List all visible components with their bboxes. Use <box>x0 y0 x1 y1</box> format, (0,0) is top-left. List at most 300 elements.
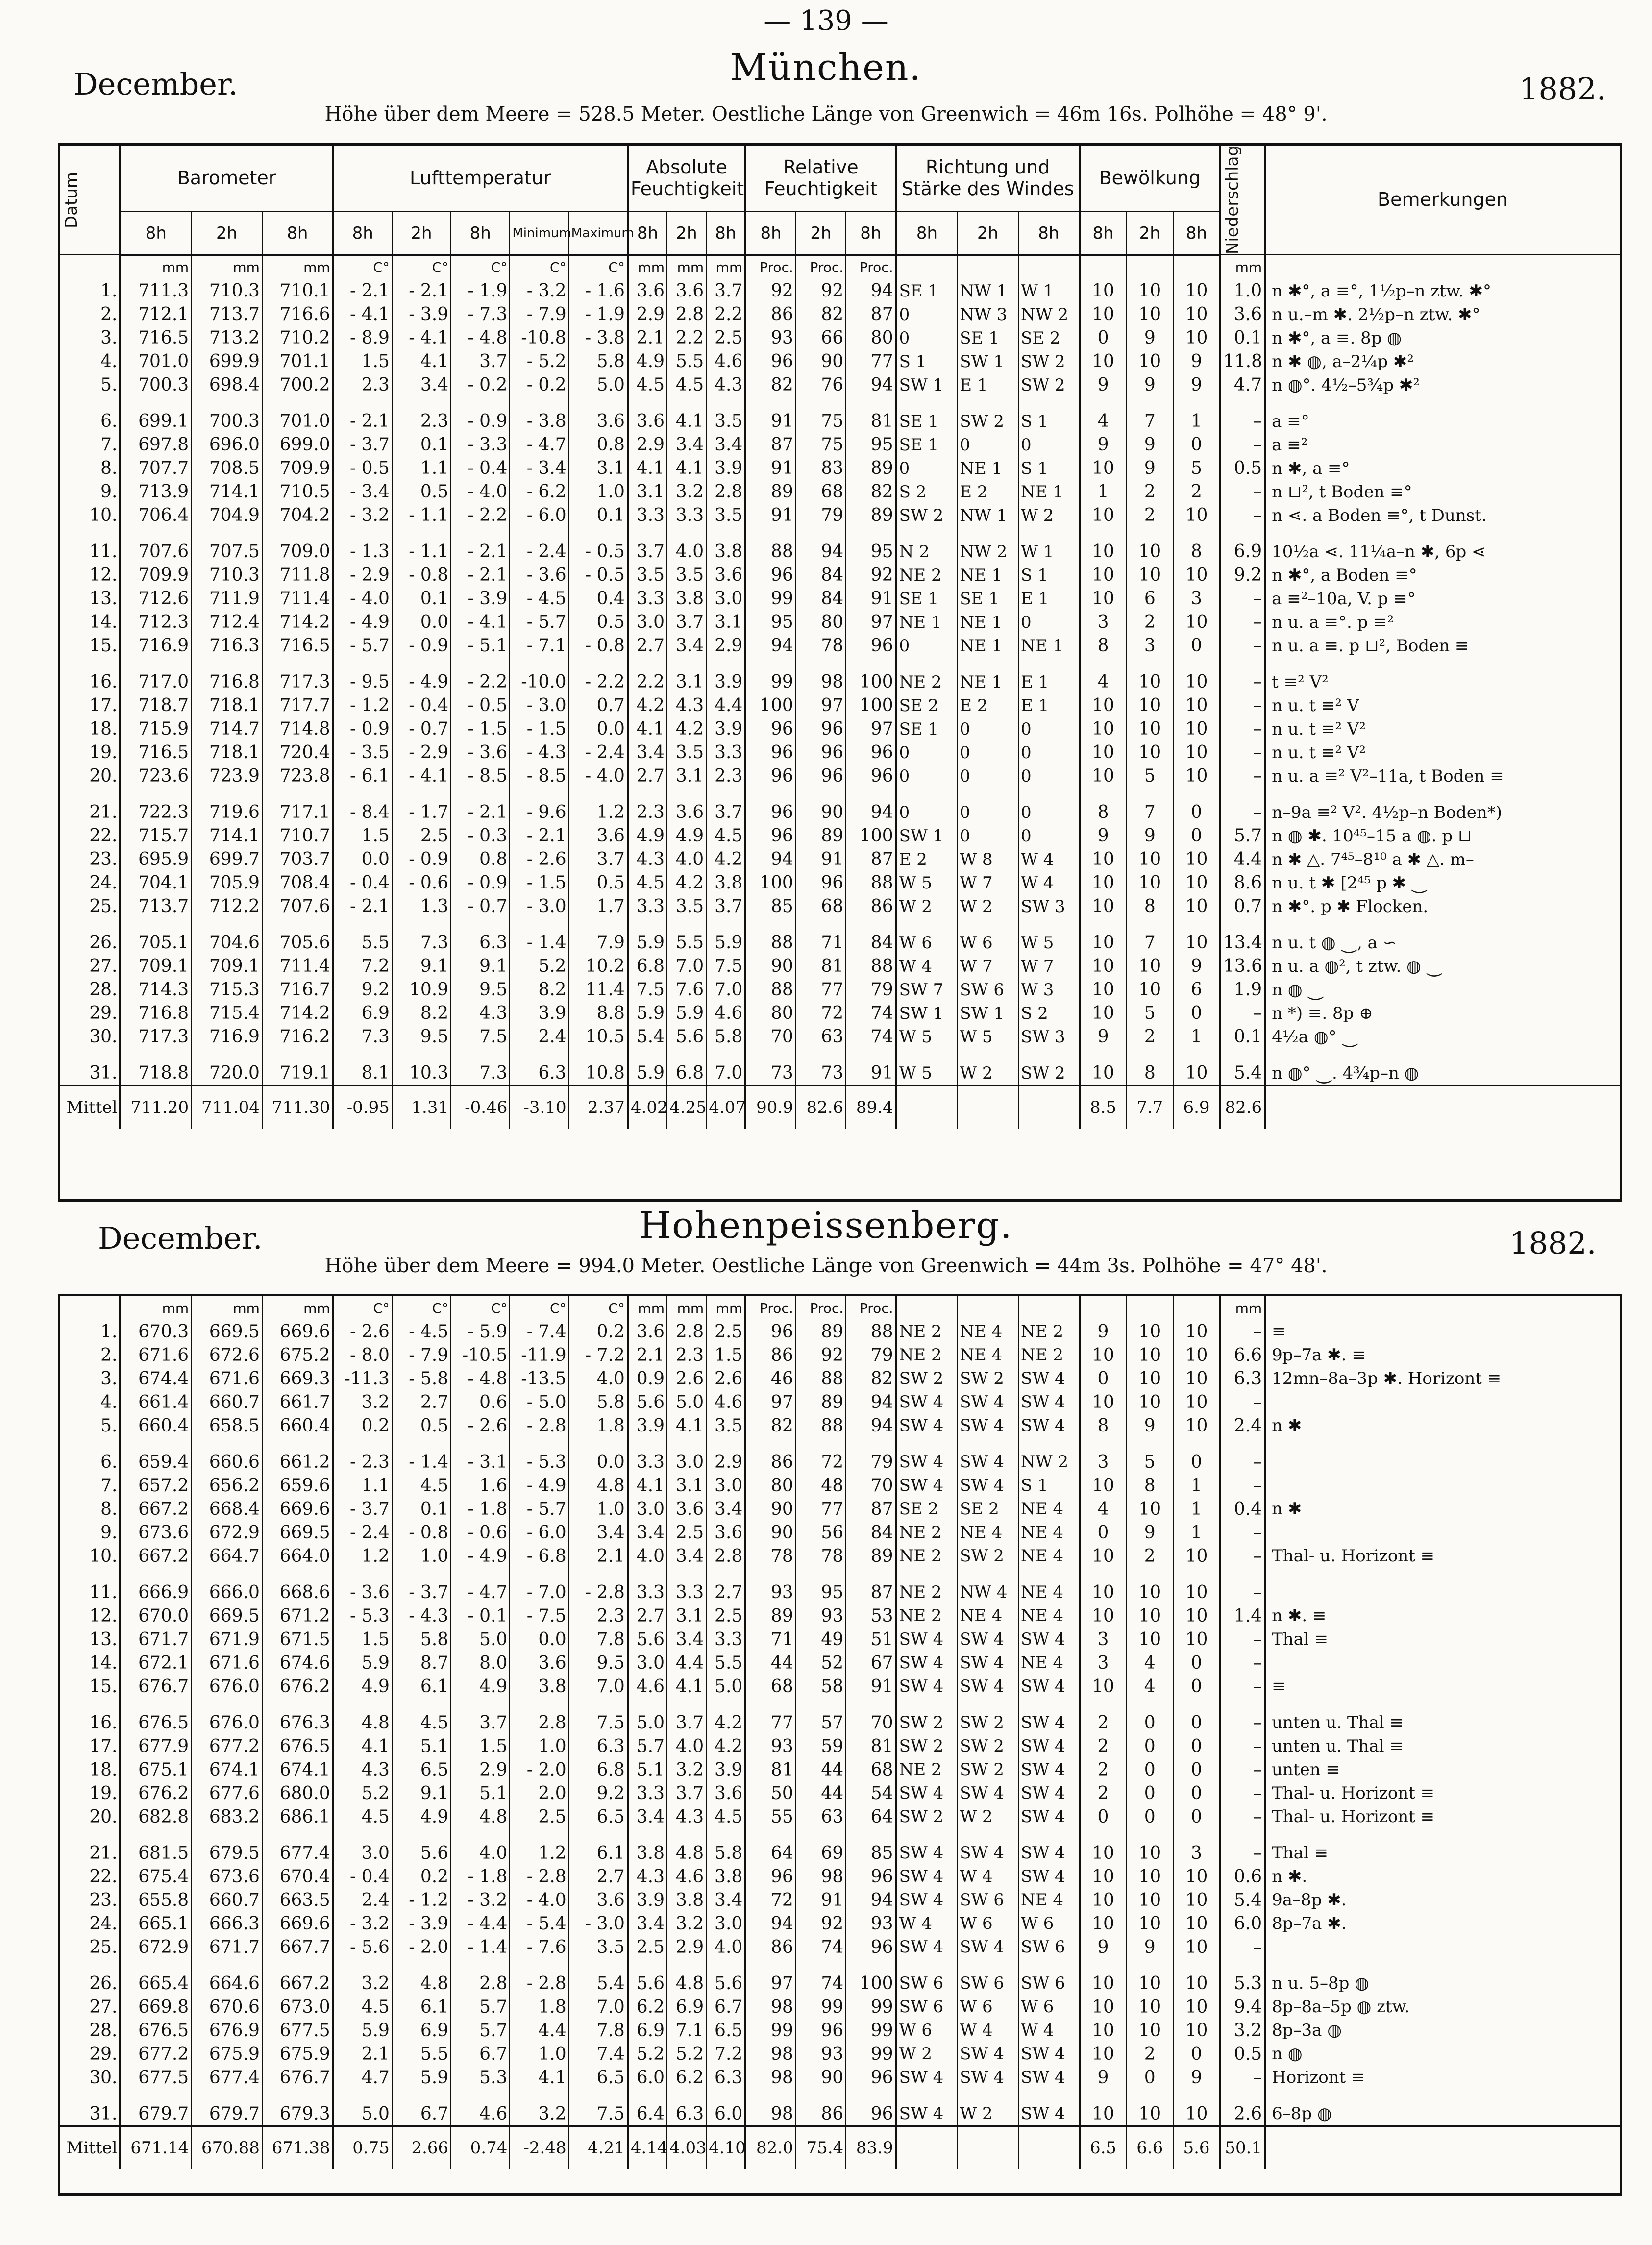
table-cell: - 7.5 <box>510 1604 568 1628</box>
mean-cell <box>957 1085 1018 1129</box>
day-cell: 5. <box>100 1415 118 1436</box>
table-cell: 673.0 <box>262 1995 333 2019</box>
table-cell: 1.5 <box>333 1628 392 1651</box>
table-cell: 5.4 <box>628 1025 667 1049</box>
table-cell: 89 <box>846 504 896 527</box>
table-cell: 663.5 <box>262 1888 333 1912</box>
table-cell: 0 <box>1173 1734 1220 1758</box>
table-cell: 88 <box>745 527 795 564</box>
table-cell: 6.4 <box>628 2089 667 2126</box>
table-cell: SW 6 <box>957 1888 1018 1912</box>
table-cell: NE 2 <box>1018 1320 1080 1343</box>
table-cell: SW 6 <box>957 978 1018 1002</box>
sub-temp-min: Minimum <box>510 212 568 255</box>
table-cell: - 0.9 <box>451 871 510 895</box>
table-cell: - 0.7 <box>451 895 510 918</box>
table-cell: 89 <box>745 480 795 504</box>
table-cell: 0.7 <box>569 694 628 717</box>
table-cell: 94 <box>846 1390 896 1414</box>
units-cell: mm <box>667 1296 706 1320</box>
table-cell: 4.1 <box>667 397 706 433</box>
table-cell: 77 <box>745 1698 795 1734</box>
table-cell: SW 4 <box>1018 1781 1080 1805</box>
table-cell: 0.1 <box>392 1497 451 1521</box>
table-cell: 708.4 <box>262 871 333 895</box>
table-cell: 97 <box>745 1390 795 1414</box>
day-cell: 27. <box>89 1997 118 2017</box>
table-cell: 6.3 <box>569 1734 628 1758</box>
table-cell: 5.2 <box>333 1781 392 1805</box>
day-cell: 23. <box>89 849 118 870</box>
table-cell: 1.0 <box>569 480 628 504</box>
section2-station: Hohenpeissenberg. <box>639 1205 1013 1247</box>
day-cell: 15. <box>89 1676 118 1697</box>
sub-baro-8h-evening: 8h <box>262 212 333 255</box>
mean-cell: 82.0 <box>745 2126 795 2170</box>
table-cell: 96 <box>846 741 896 765</box>
table-cell: 706.4 <box>120 504 191 527</box>
table-cell: 84 <box>846 1521 896 1544</box>
table-cell: 701.0 <box>120 350 191 373</box>
table-cell: 2.5 <box>706 326 745 350</box>
table-cell: 2 <box>1126 480 1173 504</box>
table-cell: 676.0 <box>191 1698 262 1734</box>
table-cell: 96 <box>846 2066 896 2089</box>
table-cell: 658.5 <box>191 1414 262 1437</box>
table-row <box>60 350 1620 373</box>
table-cell: 87 <box>745 433 795 457</box>
table-cell: 6.0 <box>1220 1912 1265 1935</box>
table-cell: - 0.7 <box>392 717 451 741</box>
table-cell: 0 <box>1173 433 1220 457</box>
table-cell: W 4 <box>896 1912 958 1935</box>
table-row <box>60 279 1620 303</box>
table-cell: Thal ≡ <box>1265 1828 1620 1865</box>
table-cell: E 2 <box>957 694 1018 717</box>
table-cell: 0 <box>1018 765 1080 788</box>
table-cell: 86 <box>745 1343 795 1367</box>
section1-year: 1882. <box>1519 71 1606 107</box>
units-cell: C° <box>392 1296 451 1320</box>
table-cell: 88 <box>745 978 795 1002</box>
table-cell: 10 <box>1126 694 1173 717</box>
table-cell: 100 <box>846 694 896 717</box>
table-cell: W 8 <box>957 848 1018 871</box>
table-cell: 670.3 <box>120 1320 191 1343</box>
table-cell: SE 2 <box>896 1497 958 1521</box>
table-cell: NE 4 <box>1018 1544 1080 1568</box>
table-cell: 669.3 <box>262 1367 333 1390</box>
table-cell: 3.2 <box>333 1959 392 1995</box>
table-cell: - 5.2 <box>510 350 568 373</box>
table-cell: W 4 <box>1018 871 1080 895</box>
table-cell: 59 <box>796 1734 846 1758</box>
table-cell: 3.9 <box>628 1888 667 1912</box>
table-cell: 2.8 <box>667 303 706 326</box>
table-cell: 6.3 <box>1220 1367 1265 1390</box>
units-cell <box>1080 1296 1127 1320</box>
table-cell: 0 <box>1018 433 1080 457</box>
table-cell: 10 <box>1173 1049 1220 1086</box>
table-cell: 56 <box>796 1521 846 1544</box>
table-cell: - 6.2 <box>510 480 568 504</box>
table-cell: SW 4 <box>896 1781 958 1805</box>
table-cell: 10 <box>1173 1568 1220 1604</box>
table-cell: 659.6 <box>262 1474 333 1497</box>
table-cell: 3.7 <box>667 1781 706 1805</box>
table-cell: 2 <box>1080 1734 1127 1758</box>
table-cell: 3.1 <box>569 457 628 480</box>
table-cell: 3.0 <box>628 1651 667 1675</box>
table-row <box>60 587 1620 611</box>
table-cell: - 0.3 <box>451 824 510 848</box>
table-row <box>60 634 1620 658</box>
table-cell: 5.6 <box>667 1025 706 1049</box>
table-cell: - 0.8 <box>392 564 451 587</box>
table-cell: 5.7 <box>451 1995 510 2019</box>
table-cell: 86 <box>745 1935 795 1959</box>
table-cell: 94 <box>745 1912 795 1935</box>
table-cell: 5.9 <box>333 1651 392 1675</box>
table-cell: 1.0 <box>510 2042 568 2066</box>
table-cell: SW 2 <box>896 1805 958 1828</box>
table-row <box>60 611 1620 634</box>
table-cell: 5 <box>1173 457 1220 480</box>
table-cell: 4.3 <box>628 848 667 871</box>
table-cell: 51 <box>846 1628 896 1651</box>
table-cell: - 1.1 <box>392 504 451 527</box>
table-cell: 9.4 <box>1220 1995 1265 2019</box>
table-row <box>60 788 1620 824</box>
table-cell: - 4.1 <box>392 326 451 350</box>
table-cell: 677.5 <box>120 2066 191 2089</box>
table-cell: – <box>1220 397 1265 433</box>
table-cell: 10 <box>1173 717 1220 741</box>
table-cell: 3.0 <box>628 611 667 634</box>
table-cell: – <box>1220 717 1265 741</box>
table-cell: - 9.6 <box>510 788 568 824</box>
table-cell: 5.8 <box>706 1828 745 1865</box>
table-cell: 0 <box>1018 824 1080 848</box>
table-cell: 0.0 <box>569 1437 628 1474</box>
table-cell: 97 <box>796 694 846 717</box>
table-cell: 79 <box>846 1343 896 1367</box>
table-cell: 7.2 <box>333 955 392 978</box>
table-cell: 679.3 <box>262 2089 333 2126</box>
table-cell: 99 <box>796 1995 846 2019</box>
table-cell: 10 <box>1080 1390 1127 1414</box>
table-cell: 3.3 <box>667 1568 706 1604</box>
table-cell: 707.6 <box>120 527 191 564</box>
table-cell: 90 <box>745 1497 795 1521</box>
table-cell: 3.4 <box>392 373 451 397</box>
table-cell: 3.0 <box>706 1912 745 1935</box>
table-cell: 0 <box>1173 1698 1220 1734</box>
units-cell <box>896 1296 958 1320</box>
table-cell: 96 <box>796 765 846 788</box>
table-cell: 79 <box>796 504 846 527</box>
table-row <box>60 1367 1620 1390</box>
table-cell: 7 <box>1126 918 1173 955</box>
table-cell: – <box>1220 1474 1265 1497</box>
table-cell: 10 <box>1126 1604 1173 1628</box>
table-cell: - 3.8 <box>510 397 568 433</box>
table-cell: 3.4 <box>667 634 706 658</box>
day-cell: 19. <box>89 742 118 763</box>
table-cell: 661.7 <box>262 1390 333 1414</box>
day-cell: 9. <box>100 1522 118 1543</box>
table-cell: 6.7 <box>706 1995 745 2019</box>
table-cell: 10 <box>1080 1474 1127 1497</box>
day-cell: 2. <box>100 1345 118 1365</box>
table-cell: 714.2 <box>262 1002 333 1025</box>
table-cell: 7.9 <box>569 918 628 955</box>
table-row <box>60 1995 1620 2019</box>
mean-cell <box>1265 1085 1620 1129</box>
table-cell: - 2.1 <box>333 279 392 303</box>
table-cell: 44 <box>796 1781 846 1805</box>
table-cell: - 3.9 <box>392 303 451 326</box>
table-row <box>60 1343 1620 1367</box>
table-cell: 0 <box>1126 2066 1173 2089</box>
table-cell: n u. a ≡² V²–11a, t Boden ≡ <box>1265 765 1620 788</box>
table-cell: S 1 <box>1018 564 1080 587</box>
table-cell: – <box>1220 1568 1265 1604</box>
table-row <box>60 2089 1620 2126</box>
table-cell: 1.2 <box>569 788 628 824</box>
table-cell: – <box>1220 1935 1265 1959</box>
mean-cell: 671.14 <box>120 2126 191 2170</box>
table-cell: 10 <box>1126 1995 1173 2019</box>
table-cell: 8.8 <box>569 1002 628 1025</box>
table-row <box>60 1521 1620 1544</box>
table-cell: 1.4 <box>1220 1604 1265 1628</box>
table-cell: 3.4 <box>628 1912 667 1935</box>
table-cell: - 3.7 <box>392 1568 451 1604</box>
table-cell: - 1.4 <box>392 1437 451 1474</box>
table-cell: n ⋖. a Boden ≡°, t Dunst. <box>1265 504 1620 527</box>
table-cell: 4 <box>1126 1651 1173 1675</box>
table-cell: 10 <box>1080 1959 1127 1995</box>
table-cell: 669.6 <box>262 1320 333 1343</box>
table-cell: SW 2 <box>896 1367 958 1390</box>
table-cell: 5.0 <box>333 2089 392 2126</box>
table-cell: 7.0 <box>706 1049 745 1086</box>
table-cell: W 7 <box>957 871 1018 895</box>
sub-baro-8h: 8h <box>120 212 191 255</box>
table-cell: W 4 <box>957 2019 1018 2042</box>
table-cell: SE 1 <box>896 717 958 741</box>
table-cell: 3.3 <box>628 504 667 527</box>
table-cell: 89 <box>796 1320 846 1343</box>
table-cell: a ≡° <box>1265 397 1620 433</box>
table-cell: 2.5 <box>392 824 451 848</box>
table-cell: - 2.6 <box>510 848 568 871</box>
table-cell: NW 2 <box>957 527 1018 564</box>
table-row <box>60 1414 1620 1437</box>
table-cell: 4.9 <box>451 1675 510 1698</box>
table-cell: 89 <box>846 457 896 480</box>
table-cell: SE 2 <box>896 694 958 717</box>
table-cell: 3 <box>1080 611 1127 634</box>
table-cell: 7.0 <box>569 1675 628 1698</box>
table-cell: 3.1 <box>667 658 706 694</box>
table-cell: 80 <box>796 611 846 634</box>
table-cell: NE 1 <box>957 658 1018 694</box>
table-row <box>60 1497 1620 1521</box>
day-cell: 5. <box>100 375 118 395</box>
table-cell: W 6 <box>957 1995 1018 2019</box>
table-cell: 66 <box>796 326 846 350</box>
mean-label: Mittel <box>60 2126 120 2170</box>
table-cell: 2.9 <box>706 1437 745 1474</box>
day-cell: 16. <box>89 1712 118 1733</box>
table-cell: 676.2 <box>120 1781 191 1805</box>
table-cell: 1.5 <box>451 1734 510 1758</box>
table-cell: 92 <box>796 1912 846 1935</box>
table-cell: 3.2 <box>333 1390 392 1414</box>
table-cell: 3.2 <box>510 2089 568 2126</box>
table-cell: - 2.9 <box>392 741 451 765</box>
table-cell: 6.8 <box>667 1049 706 1086</box>
day-cell: 11. <box>89 1582 118 1603</box>
table-cell: - 0.5 <box>569 564 628 587</box>
table-cell: 1.5 <box>706 1343 745 1367</box>
table-cell: 74 <box>796 1935 846 1959</box>
table-cell: 10 <box>1080 2042 1127 2066</box>
table-cell: 0.5 <box>1220 457 1265 480</box>
table-cell: 6 <box>1173 978 1220 1002</box>
table-cell: 87 <box>846 1568 896 1604</box>
table-cell: 12mn–8a–3p ✱. Horizont ≡ <box>1265 1367 1620 1390</box>
table-cell: 10 <box>1080 1049 1127 1086</box>
table-cell: 697.8 <box>120 433 191 457</box>
sub-temp-8h-evening: 8h <box>451 212 510 255</box>
table-cell: 10 <box>1126 978 1173 1002</box>
table-cell: 7.3 <box>392 918 451 955</box>
table-cell: 0 <box>1126 1758 1173 1781</box>
table-cell: 661.2 <box>262 1437 333 1474</box>
table-cell: 0.0 <box>392 611 451 634</box>
day-cell: 30. <box>89 2067 118 2088</box>
table-cell: - 2.8 <box>510 1865 568 1888</box>
table-cell: 10 <box>1173 1935 1220 1959</box>
table-cell: 96 <box>796 741 846 765</box>
table-cell: SW 4 <box>896 1828 958 1865</box>
table-cell: - 7.6 <box>510 1935 568 1959</box>
table-cell: 4.5 <box>392 1698 451 1734</box>
table-cell: 4.2 <box>667 871 706 895</box>
table-cell: 10 <box>1126 1865 1173 1888</box>
units-cell: Proc. <box>745 1296 795 1320</box>
table-cell: SW 4 <box>957 1781 1018 1805</box>
table-cell: S 1 <box>1018 1474 1080 1497</box>
table-row <box>60 1025 1620 1049</box>
table-cell: 10 <box>1173 658 1220 694</box>
table-cell: 7.1 <box>667 2019 706 2042</box>
table-cell: - 0.6 <box>392 871 451 895</box>
table-row <box>60 303 1620 326</box>
table-cell: N 2 <box>896 527 958 564</box>
table-cell: 10 <box>1080 1888 1127 1912</box>
table-cell: 10 <box>1126 1959 1173 1995</box>
table-cell <box>1265 1437 1620 1474</box>
table-cell: 699.0 <box>262 433 333 457</box>
table-cell: 0 <box>1173 1758 1220 1781</box>
table-cell: SW 4 <box>957 1390 1018 1414</box>
table-cell: - 2.8 <box>510 1414 568 1437</box>
table-cell: 715.7 <box>120 824 191 848</box>
mean-cell: 4.10 <box>706 2126 745 2170</box>
table-cell: - 7.3 <box>451 303 510 326</box>
table-cell: 68 <box>796 480 846 504</box>
table-cell: n ✱. <box>1265 1865 1620 1888</box>
table-row <box>60 1698 1620 1734</box>
table-cell: SW 2 <box>896 1698 958 1734</box>
table-cell: - 6.0 <box>510 1521 568 1544</box>
table-row <box>60 1675 1620 1698</box>
table-cell: 10 <box>1173 279 1220 303</box>
units-cell <box>1018 255 1080 279</box>
table-cell: W 2 <box>957 895 1018 918</box>
table-cell: 720.0 <box>191 1049 262 1086</box>
table-cell: 9.1 <box>392 1781 451 1805</box>
table-cell: 1 <box>1173 1474 1220 1497</box>
table-row <box>60 1320 1620 1343</box>
table-cell: 2.3 <box>628 788 667 824</box>
table-cell: 3.2 <box>667 1912 706 1935</box>
table-cell: 100 <box>745 694 795 717</box>
table-cell: 4.6 <box>706 1390 745 1414</box>
table-cell: Thal- u. Horizont ≡ <box>1265 1805 1620 1828</box>
table-cell: 96 <box>745 1865 795 1888</box>
table-cell: 10 <box>1080 587 1127 611</box>
table-row <box>60 1781 1620 1805</box>
table-cell: SW 4 <box>957 1628 1018 1651</box>
table-cell: 2.4 <box>510 1025 568 1049</box>
units-cell <box>1173 255 1220 279</box>
table-row <box>60 2019 1620 2042</box>
table-cell: 1.9 <box>1220 978 1265 1002</box>
table-cell: 10 <box>1080 1002 1127 1025</box>
table-cell: 10 <box>1173 1544 1220 1568</box>
units-cell <box>60 255 120 279</box>
table-cell: 682.8 <box>120 1805 191 1828</box>
table-cell: 674.4 <box>120 1367 191 1390</box>
table-cell: 5.6 <box>706 1959 745 1995</box>
table-cell: SW 4 <box>896 1414 958 1437</box>
table-cell: 10 <box>1173 765 1220 788</box>
units-cell: mm <box>667 255 706 279</box>
mean-cell <box>1265 2126 1620 2170</box>
table-cell: – <box>1220 1320 1265 1343</box>
table-cell: 81 <box>846 397 896 433</box>
table-cell: n u. t ◍ ⏝, a ∽ <box>1265 918 1620 955</box>
table-cell: 0.6 <box>451 1390 510 1414</box>
table-cell: 9.1 <box>392 955 451 978</box>
table-cell: 3.6 <box>628 1320 667 1343</box>
table-cell: - 1.9 <box>569 303 628 326</box>
table-cell: 77 <box>846 350 896 373</box>
mean-cell: 6.9 <box>1173 1085 1220 1129</box>
table-cell: 676.5 <box>120 2019 191 2042</box>
table-cell: 672.6 <box>191 1343 262 1367</box>
table-cell: NE 4 <box>957 1521 1018 1544</box>
table-cell: 10 <box>1080 1604 1127 1628</box>
table-cell: 699.9 <box>191 350 262 373</box>
table-cell: NE 4 <box>957 1320 1018 1343</box>
table-cell: SW 4 <box>957 1828 1018 1865</box>
